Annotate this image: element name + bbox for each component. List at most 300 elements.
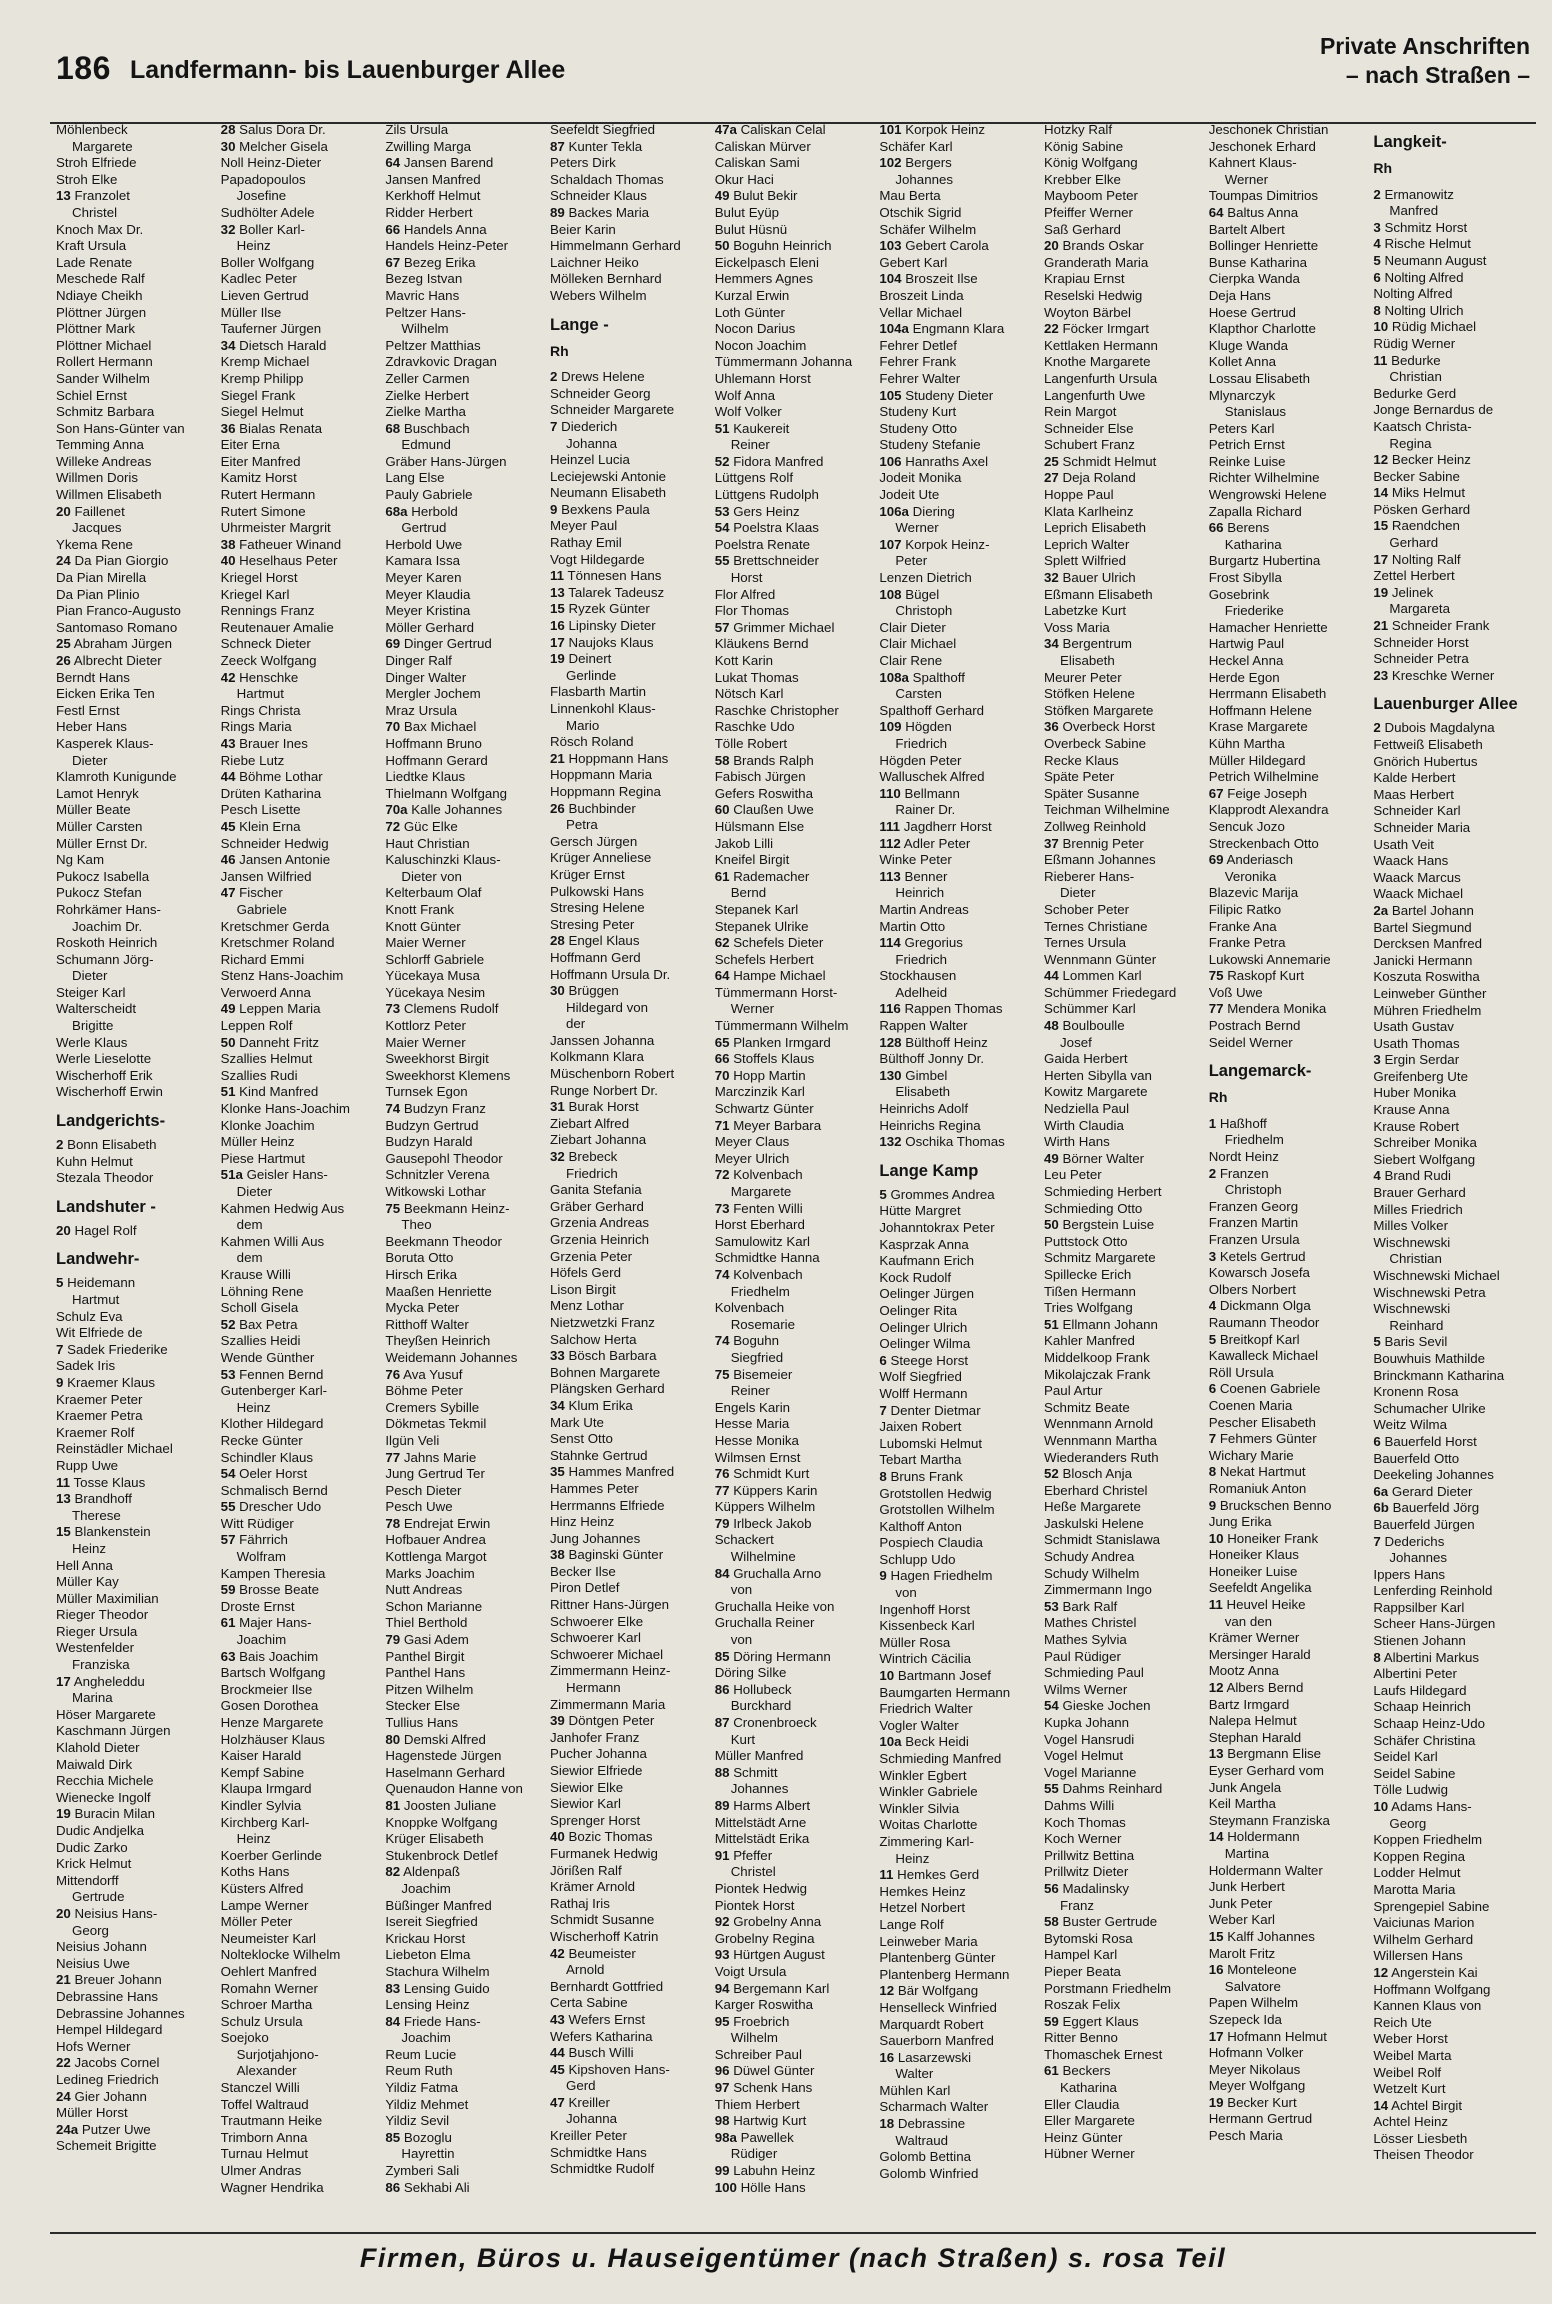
directory-entry [56, 1375, 218, 1392]
directory-entry [1209, 1580, 1371, 1597]
resident-name: Walluschek Alfred [879, 769, 985, 785]
resident-name: Hoffmann Gerard [385, 752, 488, 768]
directory-entry [56, 802, 218, 819]
resident-name: Hammes Peter [550, 1480, 639, 1496]
directory-column [715, 122, 880, 2216]
entry-continuation [56, 1657, 218, 1674]
directory-entry [715, 2047, 877, 2064]
resident-name: Prillwitz Dieter [1044, 1864, 1129, 1880]
resident-name: Cronenbroeck [733, 1715, 817, 1730]
resident-name: Pauly Gabriele [385, 487, 473, 503]
entry-continuation [56, 520, 218, 537]
resident-name: Wilhelm Gerhard [1373, 1931, 1474, 1947]
directory-entry [56, 1309, 218, 1326]
directory-entry [1373, 1069, 1535, 1086]
directory-entry [385, 885, 547, 902]
directory-entry [56, 1773, 218, 1790]
resident-name: Kannen Klaus von [1373, 1998, 1482, 2014]
resident-name: Menz Lothar [550, 1298, 624, 1314]
house-number: 76 [385, 1366, 401, 1382]
directory-entry [221, 1350, 383, 1367]
directory-entry [221, 2163, 383, 2180]
directory-entry [221, 1101, 383, 1118]
resident-name: Högden Peter [879, 752, 962, 768]
directory-entry [1209, 2045, 1371, 2062]
resident-name: Dudic Andjelka [56, 1823, 144, 1838]
directory-entry [715, 603, 877, 620]
directory-entry [56, 1574, 218, 1591]
directory-entry [550, 1995, 712, 2012]
house-number: 108a [879, 669, 909, 685]
directory-entry [879, 470, 1041, 487]
directory-entry [1373, 787, 1535, 804]
house-number: 96 [714, 2063, 730, 2079]
resident-name: Debrassine [897, 2116, 966, 2132]
resident-name: Karger Roswitha [714, 1997, 813, 2013]
directory-entry [1044, 1931, 1206, 1948]
resident-name: Knothe Margarete [1044, 354, 1151, 370]
directory-entry [1044, 1118, 1206, 1135]
resident-name: Mittelstädt Erika [714, 1831, 810, 1847]
resident-name: Nolting Ulrich [1384, 302, 1464, 318]
entry-continuation [221, 1217, 383, 1234]
entry-continuation [221, 902, 383, 919]
directory-entry [715, 703, 877, 720]
resident-name: Dinger Gertrud [403, 636, 492, 652]
directory-entry [385, 636, 547, 653]
house-number: 72 [714, 1167, 730, 1183]
directory-entry [1044, 1201, 1206, 1218]
directory-entry [385, 1682, 547, 1699]
page-number: 186 [56, 50, 111, 86]
resident-name: Reum Ruth [385, 2063, 453, 2079]
resident-name: Joachim Dr. [72, 918, 143, 934]
directory-entry [385, 603, 547, 620]
resident-name: Heinrichs Regina [879, 1117, 981, 1133]
directory-entry [385, 1300, 547, 1317]
resident-name: Kahler Manfred [1044, 1333, 1135, 1349]
directory-entry [715, 1599, 877, 1616]
resident-name: Sprenger Horst [550, 1812, 641, 1828]
directory-entry [879, 487, 1041, 504]
directory-entry [1373, 286, 1535, 303]
directory-entry [1373, 1733, 1535, 1750]
resident-name: Nekat Hartmut [1219, 1464, 1306, 1480]
resident-name: Brands Ralph [733, 752, 814, 768]
resident-name: Kretschmer Gerda [220, 918, 330, 934]
resident-name: Jansen Wilfried [220, 868, 312, 884]
resident-name: Usath Thomas [1373, 1035, 1460, 1051]
resident-name: Kreiller [568, 2094, 610, 2110]
resident-name: Albrecht Dieter [73, 653, 162, 668]
resident-name: Kamitz Horst [220, 470, 297, 486]
house-number: 24a [56, 2121, 79, 2137]
house-number: 2 [1373, 186, 1381, 202]
resident-name: Monteleone [1227, 1962, 1297, 1978]
house-number: 67 [1208, 785, 1224, 801]
directory-entry [715, 1748, 877, 1765]
resident-name: Vellar Michael [879, 304, 963, 320]
resident-name: Franziska [72, 1657, 130, 1673]
directory-entry [1209, 1149, 1371, 1166]
directory-entry [715, 1898, 877, 1915]
directory-entry [1209, 1946, 1371, 1963]
directory-entry [1044, 570, 1206, 587]
resident-name: Ellmann Johann [1062, 1316, 1158, 1332]
resident-name: Honeiker Klaus [1208, 1547, 1299, 1563]
directory-entry [550, 568, 712, 585]
directory-entry [1209, 1282, 1371, 1299]
entry-continuation [56, 753, 218, 770]
directory-entry [879, 205, 1041, 222]
house-number: 59 [220, 1582, 236, 1598]
directory-entry [550, 1912, 712, 1929]
directory-entry [221, 1964, 383, 1981]
resident-name: Engels Karin [714, 1399, 791, 1415]
resident-name: Wit Elfriede de [56, 1325, 143, 1341]
directory-entry [221, 1450, 383, 1467]
resident-name: Clair Dieter [879, 619, 946, 635]
directory-entry [550, 2062, 712, 2079]
resident-name: Marina [72, 1690, 113, 1706]
resident-name: Müller Horst [56, 2105, 128, 2121]
resident-name: Papen Wilhelm [1208, 1995, 1299, 2011]
directory-entry [221, 504, 383, 521]
resident-name: Reinke Luise [1208, 453, 1286, 469]
house-number: 7 [1208, 1431, 1217, 1447]
directory-entry [550, 1481, 712, 1498]
directory-entry [56, 1873, 218, 1890]
entry-continuation [879, 686, 1041, 703]
resident-name: Schaap Heinrich [1373, 1699, 1471, 1715]
house-number: 40 [220, 553, 236, 569]
directory-entry [221, 1383, 383, 1400]
resident-name: Wischerhoff Katrin [550, 1928, 659, 1944]
resident-name: Schneider Frank [1391, 618, 1490, 634]
resident-name: Kipshoven Hans- [568, 2061, 670, 2077]
resident-name: Rappen Thomas [904, 1001, 1003, 1017]
directory-entry [1373, 1982, 1535, 1999]
resident-name: Bais Joachim [239, 1648, 319, 1664]
resident-name: Hopp Martin [733, 1067, 806, 1083]
directory-entry [385, 172, 547, 189]
resident-name: Hartmut [236, 686, 284, 702]
directory-entry [1044, 2113, 1206, 2130]
directory-entry [1044, 1317, 1206, 1334]
house-number: 128 [879, 1034, 902, 1050]
resident-name: Pesch Maria [1208, 2128, 1283, 2144]
directory-entry [385, 1732, 547, 1749]
resident-name: Bulut Bekir [733, 188, 798, 204]
directory-entry [715, 1848, 877, 1865]
resident-name: Krebber Elke [1044, 171, 1121, 187]
entry-continuation [56, 205, 218, 222]
resident-name: Quenaudon Hanne von [385, 1781, 523, 1797]
directory-entry [550, 1813, 712, 1830]
directory-entry [385, 786, 547, 803]
resident-name: Kock Rudolf [879, 1269, 952, 1285]
resident-name: Pesch Lisette [220, 802, 301, 818]
resident-name: Schindler Klaus [220, 1449, 314, 1465]
directory-entry [1209, 1780, 1371, 1797]
resident-name: Peters Karl [1208, 420, 1275, 436]
house-number: 5 [1373, 1334, 1381, 1350]
house-number: 20 [1044, 238, 1059, 254]
resident-name: Rieberer Hans- [1044, 868, 1135, 884]
directory-entry [1373, 1003, 1535, 1020]
resident-name: Budzyn Franz [403, 1101, 486, 1117]
resident-name: Leppen Rolf [220, 1018, 293, 1034]
resident-name: Bartelt Albert [1208, 221, 1285, 237]
house-number: 64 [714, 968, 730, 984]
directory-entry [1209, 719, 1371, 736]
house-number: 34 [550, 1397, 565, 1413]
resident-name: Ternes Christiane [1044, 918, 1148, 934]
resident-name: Lommen Karl [1062, 968, 1142, 984]
resident-name: Wolfram [236, 1549, 286, 1565]
house-number: 51a [220, 1167, 243, 1183]
directory-entry [56, 1939, 218, 1956]
directory-entry [1373, 1849, 1535, 1866]
directory-entry [879, 1068, 1041, 1085]
directory-entry [1209, 1398, 1371, 1415]
resident-name: Szallies Helmut [220, 1051, 313, 1067]
resident-name: Junk Herbert [1208, 1879, 1285, 1895]
directory-entry [1373, 853, 1535, 870]
entry-continuation [221, 2047, 383, 2064]
resident-name: Dietsch Harald [239, 337, 327, 353]
resident-name: Baginski Günter [568, 1547, 664, 1563]
resident-name: Grotstollen Wilhelm [879, 1502, 995, 1518]
resident-name: Christoph [895, 603, 953, 619]
directory-entry [221, 1284, 383, 1301]
entry-continuation [879, 1585, 1041, 1602]
resident-name: Tullius Hans [385, 1715, 459, 1730]
house-number: 21 [56, 1972, 71, 1988]
directory-entry [1044, 139, 1206, 156]
directory-entry [1373, 568, 1535, 585]
resident-name: Ritthoff Walter [385, 1316, 469, 1332]
resident-name: Hoffmann Helene [1208, 702, 1312, 718]
entry-continuation [1373, 369, 1535, 386]
resident-name: Plöttner Jürgen [56, 304, 147, 320]
resident-name: Putzer Uwe [81, 2121, 151, 2137]
resident-name: Eßmann Elisabeth [1044, 586, 1153, 602]
directory-entry [385, 421, 547, 438]
house-number: 5 [1208, 1331, 1217, 1347]
resident-name: Nolteklocke Wilhelm [220, 1947, 341, 1963]
directory-entry [879, 139, 1041, 156]
house-number: 102 [879, 155, 902, 171]
directory-entry [221, 1765, 383, 1782]
directory-entry [1209, 686, 1371, 703]
resident-name: Waack Hans [1373, 853, 1449, 869]
resident-name: Kläukens Bernd [714, 636, 809, 652]
resident-name: Tries Wolfgang [1044, 1300, 1133, 1316]
resident-name: Stoffels Klaus [733, 1051, 815, 1067]
directory-entry [221, 520, 383, 537]
street-heading: Lange - [550, 315, 609, 334]
resident-name: Ziebart Alfred [550, 1115, 630, 1131]
directory-entry [56, 354, 218, 371]
directory-entry [385, 470, 547, 487]
directory-entry [56, 1392, 218, 1409]
resident-name: Stephan Harald [1208, 1729, 1302, 1745]
resident-name: Sencuk Jozo [1208, 818, 1285, 834]
resident-name: Pulkowski Hans [550, 883, 644, 899]
resident-name: Sadek Iris [56, 1358, 116, 1374]
resident-name: Schmalisch Bernd [220, 1482, 328, 1498]
directory-entry [385, 487, 547, 504]
directory-entry [385, 1333, 547, 1350]
resident-name: Kurt [730, 1731, 756, 1747]
resident-name: Joachim [236, 1632, 287, 1648]
directory-column [56, 122, 221, 2216]
directory-entry [1373, 1899, 1535, 1916]
directory-entry [879, 2000, 1041, 2017]
resident-name: Krüger Ernst [550, 866, 625, 882]
directory-entry [550, 402, 712, 419]
resident-name: Schmitz Margarete [1044, 1250, 1156, 1266]
directory-entry [385, 1549, 547, 1566]
directory-entry [385, 1001, 547, 1018]
directory-entry [1209, 305, 1371, 322]
resident-name: Endrejat Erwin [403, 1515, 491, 1531]
resident-name: Gruchalla Reiner [714, 1615, 815, 1631]
district-label: Rh [1373, 160, 1393, 176]
resident-name: Heinz [236, 238, 271, 254]
directory-entry [385, 288, 547, 305]
directory-entry [221, 1001, 383, 1018]
resident-name: Höfels Gerd [550, 1265, 621, 1281]
house-number: 14 [1373, 485, 1389, 501]
house-number: 7 [550, 418, 558, 434]
entry-continuation [56, 919, 218, 936]
house-number: 48 [1044, 1018, 1059, 1034]
resident-name: Filipic Ratko [1208, 901, 1282, 917]
resident-name: Jodeit Ute [879, 487, 940, 503]
directory-entry [550, 1929, 712, 1946]
house-number: 40 [550, 1829, 565, 1845]
directory-entry [550, 1332, 712, 1349]
directory-entry [1373, 1567, 1535, 1584]
directory-entry [385, 1532, 547, 1549]
directory-entry [550, 2012, 712, 2029]
entry-continuation [879, 603, 1041, 620]
resident-name: Pawellek [740, 2129, 794, 2145]
directory-entry [1373, 1616, 1535, 1633]
resident-name: Schmitz Horst [1384, 219, 1468, 235]
directory-entry [56, 155, 218, 172]
resident-name: Hesse Monika [714, 1432, 799, 1448]
directory-entry [550, 535, 712, 552]
resident-name: Döntgen Peter [568, 1713, 655, 1729]
resident-name: Voigt Ursula [714, 1963, 787, 1979]
resident-name: Mark Ute [550, 1414, 604, 1430]
directory-entry [879, 1568, 1041, 1585]
directory-entry [1209, 1531, 1371, 1548]
directory-entry [1044, 902, 1206, 919]
resident-name: Wilhelm [401, 321, 449, 337]
resident-name: Dieter [72, 968, 108, 984]
street-heading: Langemarck- [1208, 1062, 1312, 1081]
resident-name: Gnörich Hubertus [1373, 753, 1478, 769]
resident-name: Beier Karin [550, 221, 616, 237]
directory-entry [715, 1134, 877, 1151]
house-number: 54 [1044, 1698, 1059, 1714]
directory-entry [550, 1265, 712, 1282]
directory-entry [385, 454, 547, 471]
resident-name: Lodder Helmut [1373, 1865, 1461, 1881]
directory-entry [1373, 936, 1535, 953]
resident-name: Joachim [401, 1880, 451, 1896]
directory-entry [1373, 2031, 1535, 2048]
directory-entry [1044, 1964, 1206, 1981]
entry-continuation [56, 1018, 218, 1035]
directory-entry [715, 305, 877, 322]
resident-name: Boguhn Heinrich [733, 238, 832, 254]
directory-entry [879, 1552, 1041, 1569]
resident-name: Bernhardt Gottfried [550, 1978, 664, 1994]
directory-entry [385, 985, 547, 1002]
house-number: 93 [714, 1947, 730, 1963]
resident-name: Marks Joachim [385, 1565, 475, 1581]
house-number: 3 [1373, 219, 1381, 235]
resident-name: Mavric Hans [385, 287, 460, 303]
house-number: 19 [1208, 2094, 1224, 2110]
resident-name: Gosebrink [1208, 586, 1270, 602]
resident-name: Angheleddu [73, 1673, 145, 1689]
house-number: 110 [879, 785, 901, 801]
entry-continuation [879, 1084, 1041, 1101]
directory-entry [1209, 1796, 1371, 1813]
resident-name: Katharina [1224, 536, 1282, 552]
resident-name: Walterscheidt [56, 1001, 137, 1017]
resident-name: Fennen Bernd [239, 1366, 324, 1382]
resident-name: Bergmann Elise [1227, 1746, 1322, 1762]
resident-name: Mendera Monika [1227, 1001, 1327, 1017]
resident-name: Schon Marianne [385, 1598, 483, 1614]
resident-name: Denter Dietmar [890, 1402, 981, 1418]
house-number: 77 [1208, 1001, 1224, 1017]
resident-name: Kreiller Peter [550, 2128, 627, 2144]
directory-column [550, 122, 715, 2216]
directory-entry [221, 1582, 383, 1599]
resident-name: Franzen Martin [1208, 1215, 1299, 1231]
directory-entry [550, 834, 712, 851]
house-number: 15 [1373, 518, 1389, 534]
directory-entry [221, 1947, 383, 1964]
house-number: 13 [56, 188, 71, 204]
resident-name: Kneifel Birgit [714, 852, 790, 868]
street-heading: Landwehr- [56, 1250, 140, 1269]
resident-name: Sprengepiel Sabine [1373, 1898, 1490, 1914]
entry-continuation [550, 1166, 712, 1183]
directory-entry [221, 1997, 383, 2014]
directory-entry [1373, 419, 1535, 436]
directory-entry [550, 1182, 712, 1199]
house-number: 64 [1208, 204, 1224, 220]
directory-entry [56, 271, 218, 288]
resident-name: Krase Margarete [1208, 719, 1308, 735]
resident-name: Hoppmann Maria [550, 767, 653, 783]
directory-entry [550, 2045, 712, 2062]
resident-name: Kurzal Erwin [714, 287, 790, 303]
resident-name: Zwilling Marga [385, 138, 472, 154]
house-number: 76 [714, 1466, 730, 1482]
resident-name: Miks Helmut [1391, 485, 1466, 501]
resident-name: Plöttner Michael [56, 337, 152, 353]
